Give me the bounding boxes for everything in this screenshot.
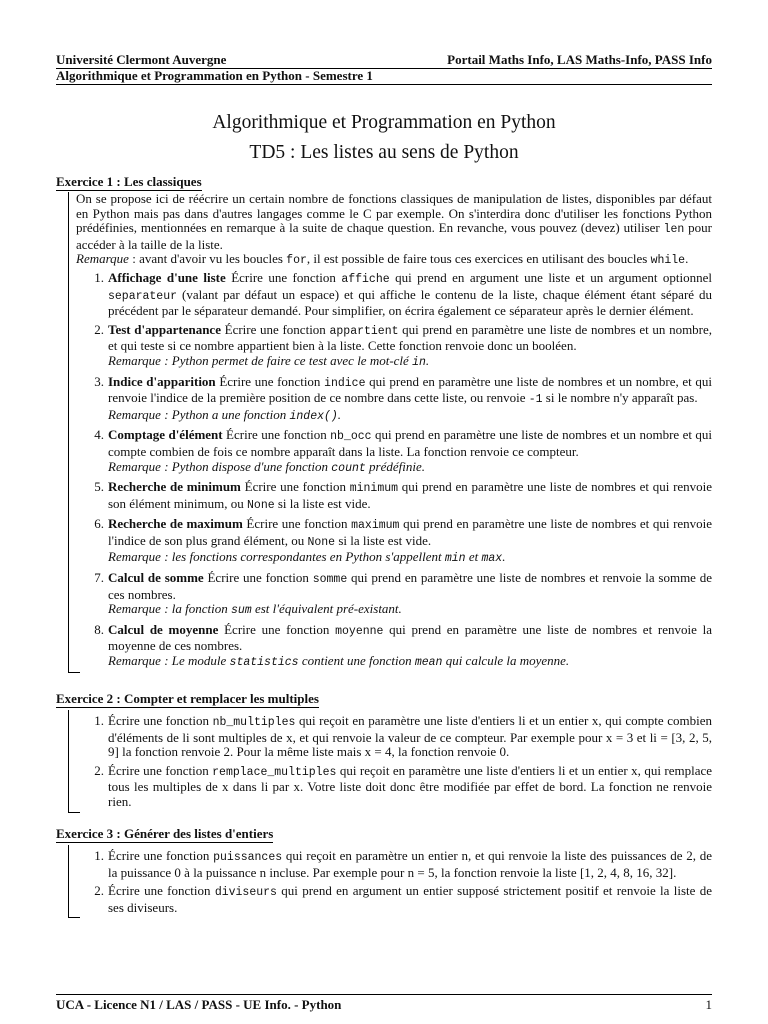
exercise-1-bracket-end — [68, 672, 80, 673]
list-item: 1. Affichage d'une liste Écrire une fonction affiche qui prend en argument une liste et un argument optionnel separateur (valant par défaut un espace) et qui affiche le contenu de la liste, chaque élément étant séparé du précédent par le séparateur demandé. Pour simplifier, on écrira également ce séparateur après le dernier élément. — [94, 269, 713, 319]
list-item: 8. Calcul de moyenne Écrire une fonction moyenne qui prend en paramètre une liste de nombres et renvoie la moyenne de ces nombres. Remarque : Le module statistics contient une fonction mean qui calcule la moyenne. — [94, 621, 712, 670]
list-item: 5. Recherche de minimum Écrire une fonction minimum qui prend en paramètre une liste de nombres et qui renvoie son élément minimum, ou None si la liste est vide. — [94, 479, 713, 512]
page-number: 1 — [705, 997, 712, 1012]
list-item: 2. Écrire une fonction remplace_multiples qui reçoit en paramètre une liste d'entiers li et un entier x, qui remplace tous les multiples de x dans li par x. Votre liste doit donc être modifiée par effet de bord. La fonction ne renvoie rien. — [94, 762, 713, 809]
exercise-2-heading: Exercice 2 : Compter et remplacer les multiples — [56, 691, 319, 706]
header-course: Algorithmique et Programmation en Python - Semestre 1 — [56, 68, 373, 83]
list-item: 6. Recherche de maximum Écrire une fonction maximum qui prend en paramètre une liste de nombres et qui renvoie l'indice de son plus grand élément, ou None si la liste est vide. Remarque : les fonctions correspondantes en Python s'appellent min et max. — [94, 516, 713, 566]
exercise-3-body — [68, 845, 712, 917]
exercise-3-list — [69, 849, 712, 915]
footer-course: UCA - Licence N1 / LAS / PASS - UE Info. - Python — [56, 997, 342, 1012]
document-subtitle: TD5 : Les listes au sens de Python — [249, 142, 519, 163]
document-title: Algorithmique et Programmation en Python — [212, 112, 556, 133]
list-item: 1. Écrire une fonction puissances qui reçoit en paramètre un entier n, et qui renvoie la liste des puissances de 2, de la puissance 0 à la puissance n incluse. Par exemple pour n = 5, la fonction renvoie la liste [1, 2, 4, 8, 16, 32]. — [94, 848, 713, 880]
exercise-3-heading: Exercice 3 : Générer des listes d'entiers — [56, 826, 274, 841]
page-header — [56, 52, 712, 69]
header-portal: Portail Maths Info, LAS Maths-Info, PASS Info — [447, 52, 712, 67]
exercise-2-list — [69, 714, 712, 810]
exercise-1-body — [68, 192, 712, 672]
exercise-3-bracket-end — [68, 917, 80, 918]
header-university: Université Clermont Auvergne — [56, 52, 227, 67]
exercise-2-bracket-end — [68, 812, 80, 813]
list-item: 7. Calcul de somme Écrire une fonction somme qui prend en paramètre une liste de nombres et renvoie la somme de ces nombres. Remarque : la fonction sum est l'équivalent pré-existant. — [94, 570, 713, 618]
header-divider — [56, 84, 712, 85]
list-item: 3. Indice d'apparition Écrire une fonction indice qui prend en paramètre une liste de nombres et un nombre, et qui renvoie l'indice de la première position de ce nombre dans cette liste, ou renvoie -1 si le nombre n'y apparaît pas. Remarque : Python a une fonction index(). — [94, 373, 713, 423]
list-item: 4. Comptage d'élément Écrire une fonction nb_occ qui prend en paramètre une liste de nombres et un nombre et qui compte combien de fois ce nombre apparaît dans la liste. La fonction renvoie ce compteur. Remarque : Python dispose d'une fonction count prédéfinie. — [94, 427, 713, 475]
exercise-2-body — [68, 710, 712, 812]
exercise-1-list — [69, 271, 712, 671]
list-item: 1. Écrire une fonction nb_multiples qui reçoit en paramètre une liste d'entiers li et un entier x, qui compte combien d'éléments de li sont multiples de x, et qui renvoie la valeur de ce compteur. Par exemple pour x = 3 et li = [3, 2, 5, 9] la fonction renvoie 2. Pour la même liste mais x = 4, la fonction renvoie 0. — [94, 713, 713, 760]
list-item: 2. Écrire une fonction diviseurs qui prend en argument un entier supposé strictement positif et renvoie la liste de ses diviseurs. — [94, 883, 713, 915]
footer-divider — [56, 994, 712, 995]
list-item: 2. Test d'appartenance Écrire une fonction appartient qui prend en paramètre une liste de nombres et un nombre, et qui teste si ce nombre appartient bien à la liste. Cette fonction renvoie donc un booléen. Remarque : Python permet de faire ce test avec le mot-clé in. — [94, 321, 713, 369]
exercise-1-heading: Exercice 1 : Les classiques — [56, 174, 202, 189]
exercise-1-intro: On se propose ici de réécrire un certain nombre de fonctions classiques de manipulation de listes, disponibles par défaut en Python mais pas dans d'autres langages comme le C par exemple. On s'interdira donc d'utiliser les fonctions Python prédéfinies, mentionnées en remarque à la suite de chaque question. En revanche, vous pouvez (devez) utiliser len pour accéder à la taille de la liste. Remarque : avant d'avoir vu les boucles for, il est possible de faire tous ces exercices en utilisant des boucles while. — [76, 191, 713, 268]
